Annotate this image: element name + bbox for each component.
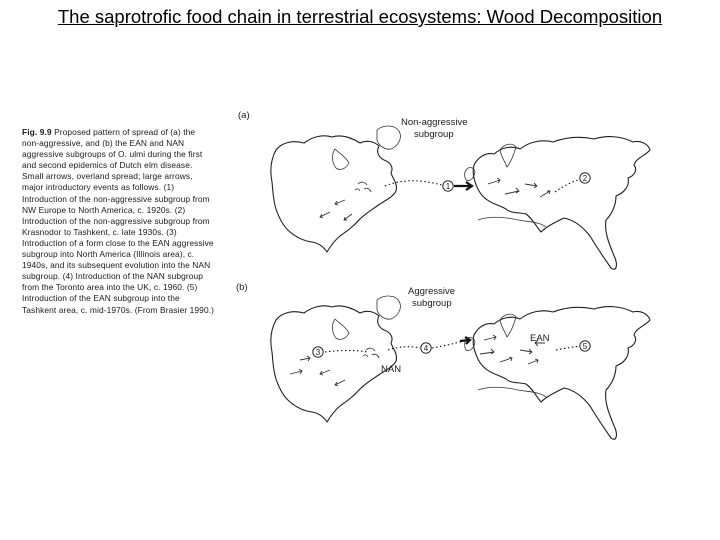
overland-arrows-america-b [290, 356, 345, 386]
ean-label: EAN [530, 333, 550, 344]
spread-route-5-b [556, 346, 580, 350]
figure-caption-text: Proposed pattern of spread of (a) the non-aggressive, and (b) the EAN and NAN aggressive subgroups of O. ulmi during the first and second epidemics of Dutch elm disease. Small arrows, overland spread; large arrows, major introductory events as follows. (1) Introduction of the non-aggressive subgroup from NW Europe to North America, c. 1920s. (2) Introduction of the non-aggressive subgroup from Krasnodor to Tashkent, c. late 1930s. (3) Introduction of a form close to the EAN aggressive subgroup into North America (Illinois area), c. 1940s, and its subsequent evolution into the NAN subgroup. (4) Introduction of the NAN subgroup from the Toronto area into the UK, c. 1960. (5) Introduction of the EAN subgroup into the Tashkent area, c. mid-1970s. (From Brasier 1990.) [22, 127, 215, 315]
greenland-a [377, 126, 400, 149]
nan-label: NAN [381, 364, 402, 375]
eurasia-outline-a [473, 137, 650, 270]
great-lakes-a [355, 182, 371, 192]
greenland-b [377, 296, 400, 319]
panel-b-map [236, 282, 650, 439]
overland-arrows-america-a [320, 200, 352, 220]
introduction-arrow-1-a [454, 182, 472, 190]
spread-route-3-b [325, 351, 368, 353]
marker-2-a [580, 173, 590, 183]
panel-b-label: (b) [236, 282, 248, 293]
marker-4-b-label: 4 [423, 344, 429, 353]
panel-b-subgroup-line2: subgroup [412, 298, 452, 309]
marker-1-a-label: 1 [445, 182, 451, 191]
panel-a-map [238, 110, 650, 269]
overland-arrows-europe-a [488, 178, 550, 197]
marker-3-b-label: 3 [315, 348, 321, 357]
marker-5-b-label: 5 [582, 342, 588, 351]
marker-4-b [421, 343, 431, 353]
panel-a-label: (a) [238, 110, 250, 121]
marker-1-a [443, 181, 453, 191]
hudson-bay-a [332, 149, 349, 169]
north-america-outline-a [271, 136, 397, 252]
marker-3-b [313, 347, 323, 357]
marker-2-a-label: 2 [582, 174, 588, 183]
eurasia-outline-b [473, 307, 650, 440]
north-america-outline-b [271, 306, 397, 422]
spread-route-4b-b [432, 341, 464, 348]
slide-title: The saprotrofic food chain in terrestrial ecosystems: Wood Decomposition [57, 6, 663, 27]
marker-5-b [580, 341, 590, 351]
hudson-bay-b [332, 319, 349, 339]
figure-caption-label: Fig. 9.9 [22, 127, 52, 137]
panel-b-subgroup-line1: Aggressive [408, 286, 455, 297]
spread-route-1-a [385, 181, 445, 186]
panel-a-subgroup-line1: Non-aggressive [401, 117, 468, 128]
panel-a-subgroup-line2: subgroup [414, 129, 454, 140]
spread-route-2-a [555, 180, 578, 192]
great-lakes-b [363, 348, 379, 358]
